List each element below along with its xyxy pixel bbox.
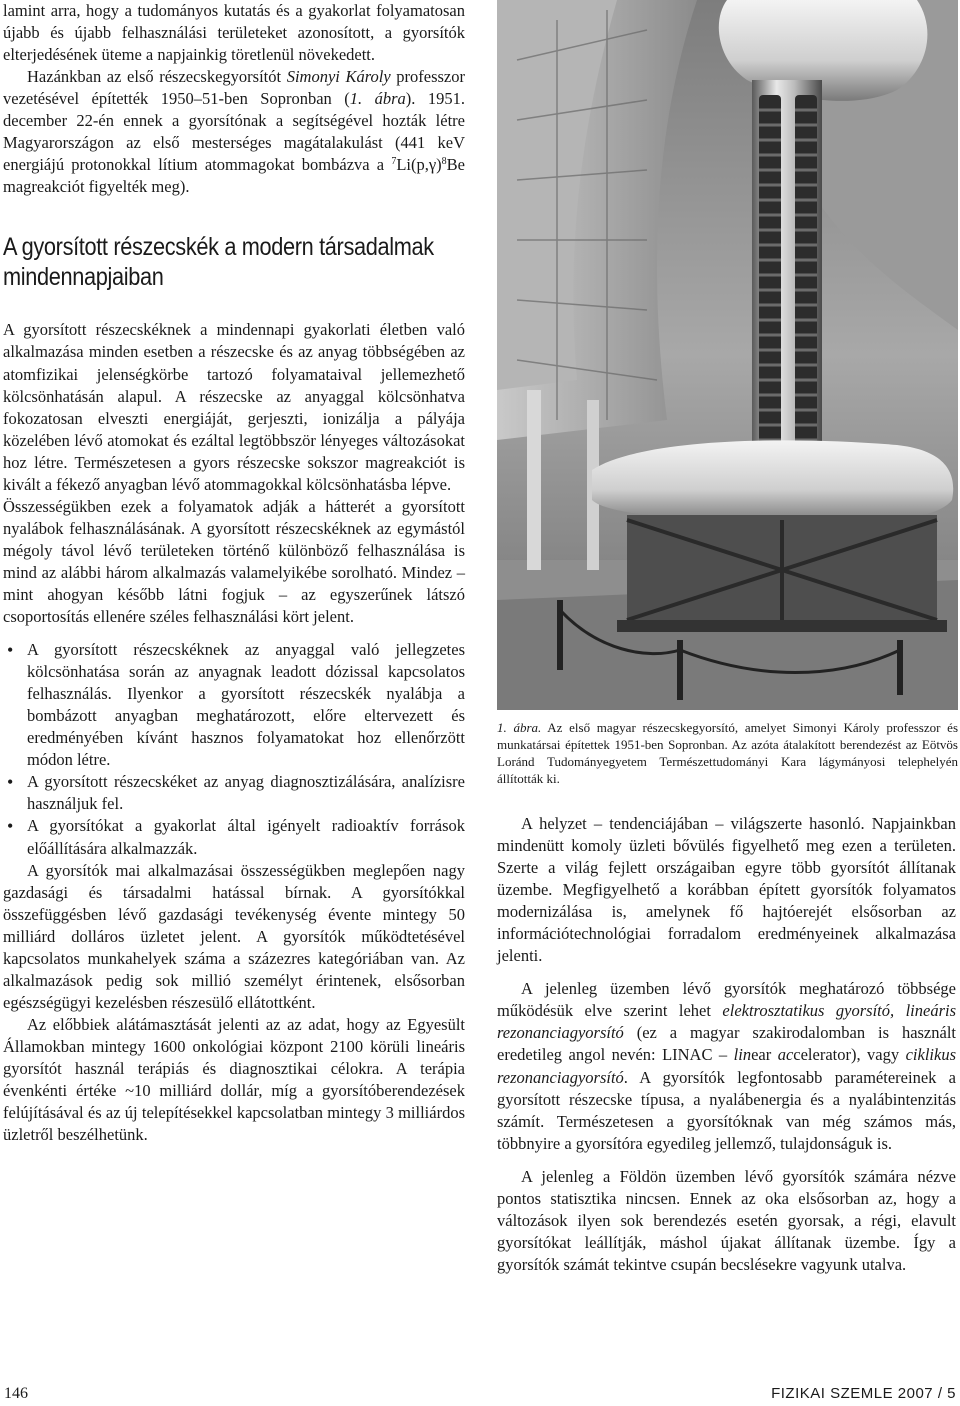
paragraph: lamint arra, hogy a tudományos kutatás és a gyakorlat folyamatosan újabb és újabb felhasználási területeket azonosított, a gyorsítók elterjedésének üteme a napjainkig töretlenül növekedett.	[3, 1, 465, 65]
paragraph: A gyorsítók mai alkalmazásai összességükben meglepően nagy gazdasági és társadalmi hatással bírnak. A gyorsítókkal összefüggésben lévő gazdasági tevékenység évente mintegy 50 milliárd dolláros üzletet jelent. A gyorsítók működtetésével kapcsolatos munkahelyek száma a százezres kategóriában van. Az alkalmazások pedig sok millió személyt érintenek, elsősorban egészségügyi kezelésben részesülő ellátottként.	[3, 860, 465, 1012]
figure-ref-link[interactable]: 1. ábra	[349, 89, 406, 109]
paragraph: A gyorsított részecskéknek a mindennapi gyakorlati életben való alkalmazása minden esetben a részecske és az anyag többségében az atomfizikai jelenségkörbe tartozó folyamataival jellemezhető kölcsönhatásán alapul. A részecske az anyaggal kölcsönhatva fokozatosan elveszti energiáját, gerjeszti, ionizálja a pályája közelében lévő atomokat és ezáltal legtöbbször lényeges változásokat hoz létre. Természetesen a gyors részecske sokszor magreakciót is kivált a fékező anyagban lévő atommagokkal kölcsönhatásba lépve.	[3, 320, 465, 494]
left-column	[3, 0, 465, 1146]
accelerator-photo	[497, 0, 958, 710]
paragraph: Az előbbiek alátámasztását jelenti az az adat, hogy az Egyesült Államokban mintegy 1600 onkológiai központ 2100 körüli lineáris gyorsítót használ terápiás és diagnosztikai célokra. A terápia évenkénti értéke ~10 milliárd dollár, míg a gyorsítóberendezések felújításával és az új telepítésekkel kapcsolatban mintegy 3 milliárdos üzletről beszélhetünk.	[3, 1014, 465, 1145]
bullet-list	[3, 639, 465, 859]
caption-label: 1. ábra.	[497, 720, 542, 735]
list-item: • A gyorsított részecskéknek az anyaggal való jellegzetes kölcsönhatása során az anyagnak leadott dózissal kapcsolatos felhasználás. Ilyenkor a gyorsított részecskék nyalábja a bombázott anyagban meghatározott, előre eltervezett és eredményében kívánt hasznos folyamatokat hoz ellenőrzött módon létre.	[3, 639, 465, 771]
paragraph: Összességükben ezek a folyamatok adják a hátterét a gyorsított nyalábok felhasználásának. A gyorsított részecskéknek az egymástól mégoly távol lévő területeken történő különböző felhasználása is mind az alábbi három alkalmazás valamelyikébe sorolható. Mindez – mint ahogyan később látni fogjuk – az egyszerűnek látszó csoportosítás ellenére széles felhasználási kört jelent.	[3, 496, 465, 627]
list-item: • A gyorsítókat a gyakorlat által igényelt radioaktív források előállítására alkalmazzák.	[3, 815, 465, 859]
paragraph: A helyzet – tendenciájában – világszerte hasonló. Napjainkban mindenütt komoly üzleti bővülés figyelhető meg ezen a területen. Szerte a világ fejlett országaiban egyre több gyorsítót állítanak üzembe. Megfigyelhető a korábban épített gyorsítók folyamatos modernizálása is, amelynek fő hajtóerejét elsősorban az információtechnológiai forradalom eredményeinek alkalmazása jelenti.	[497, 814, 956, 966]
list-item: • A gyorsított részecskéket az anyag diagnosztizálására, analízisre használjuk fel.	[3, 771, 465, 815]
figure-caption: 1. ábra. Az első magyar részecskegyorsító, amelyet Simonyi Károly professzor és munkatársai építettek 1951-ben Sopronban. Az azóta átalakított berendezést az Eötvös Loránd Tudományegyetem Természettudományi Kara lágymányosi telephelyén állították ki.	[497, 720, 959, 786]
paragraph: A jelenleg a Földön üzemben lévő gyorsítók számára nézve pontos statisztika nincsen. Ennek az oka elsősorban az, hogy a változások ilyen sok berendezés esetén gyorsak, a régi, elavult gyorsítókat leállítják, máshol újakat állítanak üzembe. Így a gyorsítók számát tekintve csupán becslésekre vagyunk utalva.	[497, 1166, 956, 1274]
person-name: Simonyi Károly	[286, 67, 391, 87]
section-heading: A gyorsított részecskék a modern társadalmak mindennapjaiban	[3, 233, 434, 292]
right-column	[497, 813, 956, 1276]
page-number: 146	[4, 1385, 28, 1402]
journal-name: FIZIKAI SZEMLE 2007 / 5	[771, 1385, 956, 1402]
paragraph-hungary: Hazánkban az első részecskegyorsítót Simonyi Károly professzor vezetésével építették 1950–51-ben Sopronban (1. ábra). 1951. december 22-én ennek a gyorsítónak a segítségével hozták létre Magyarországon az első mesterséges magátalakulást (441 keV energiájú protonokkal lítium atommagokat bombázva a $^7Li(p,\gamma)^8Be$ magreakciót figyelték meg).	[3, 67, 465, 197]
paragraph-accelerator-types: A jelenleg üzemben lévő gyorsítók meghatározó többsége működésük elve szerint lehet elektrosztatikus gyorsító, lineáris rezonanciagyorsító (ez a magyar szakirodalomban is használt eredetileg angol nevén: LINAC – linear accelerator), vagy ciklikus rezonanciagyorsító. A gyorsítók legfontosabb paramétereinek a gyorsított részecske típusa, a nyalábenergia és a nyalábintenzitás számít. Természetesen a gyorsítóknak van még számos más, többnyire a gyorsítóra egyedileg jellemző, tulajdonságuk is.	[497, 979, 956, 1153]
